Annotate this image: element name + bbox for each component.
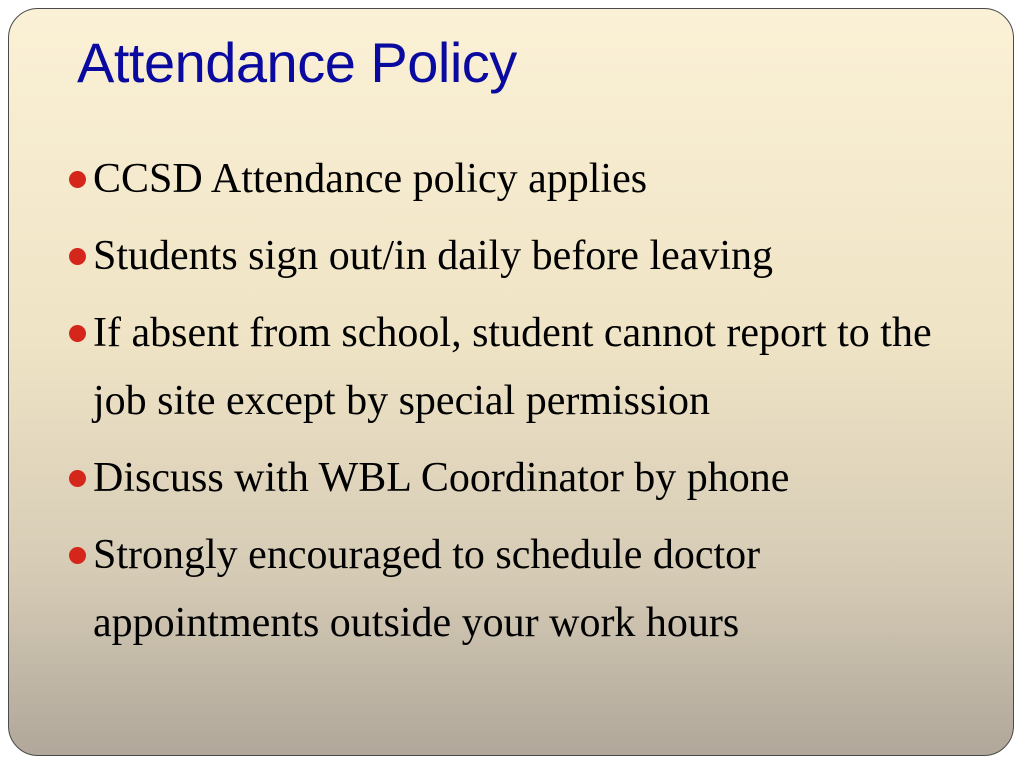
list-item [69, 521, 969, 657]
slide [8, 8, 1014, 756]
bullet-text: Discuss with WBL Coordinator by phone [93, 455, 790, 501]
bullet-list [69, 145, 969, 666]
bullet-text: If absent from school, student cannot report to the job site except by special permission [93, 310, 932, 424]
list-item [69, 444, 969, 512]
bullet-dot-icon [69, 470, 86, 487]
bullet-text: Students sign out/in daily before leaving [93, 233, 774, 279]
bullet-dot-icon [69, 547, 86, 564]
list-item [69, 299, 969, 435]
bullet-dot-icon [69, 171, 86, 188]
list-item [69, 222, 969, 290]
slide-title: Attendance Policy [77, 31, 517, 94]
list-item [69, 145, 969, 213]
bullet-text: CCSD Attendance policy applies [93, 156, 648, 202]
bullet-text: Strongly encouraged to schedule doctor appointments outside your work hours [93, 532, 761, 646]
bullet-dot-icon [69, 325, 86, 342]
bullet-dot-icon [69, 248, 86, 265]
